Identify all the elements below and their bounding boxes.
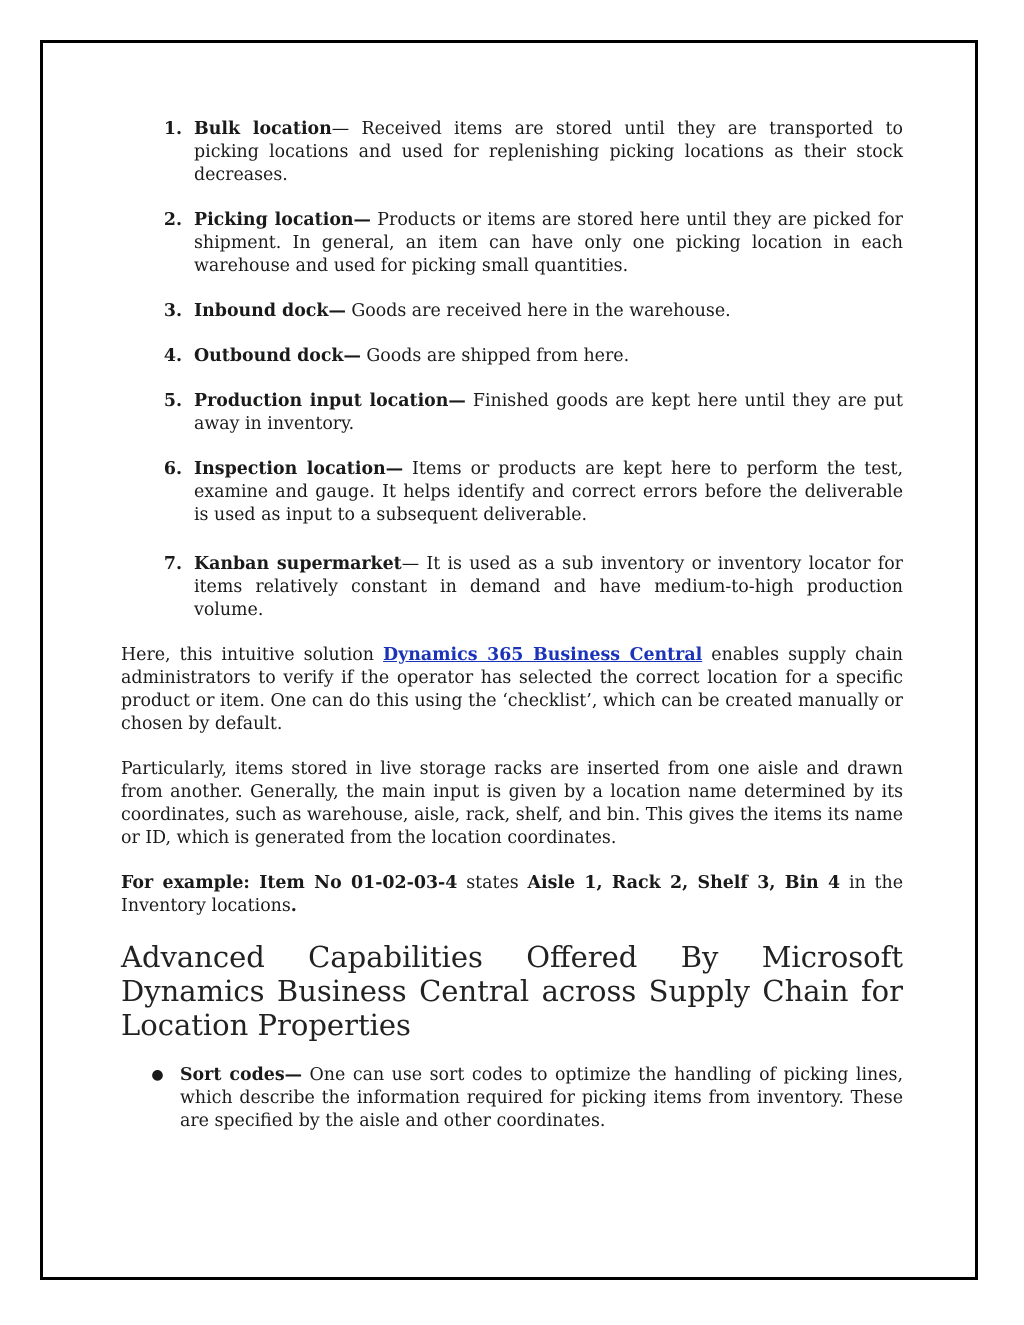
list-term: Inspection location— — [194, 459, 404, 479]
para-text: , — [682, 873, 698, 893]
document-body — [121, 118, 903, 1133]
list-item — [121, 300, 903, 323]
example-label: For example: Item No 01-02-03-4 — [121, 873, 458, 893]
list-number: 4. — [163, 346, 182, 366]
list-text: Received items are stored until they are transported to picking locations and used for replenishing picking locations as their stock decreases. — [194, 119, 903, 185]
list-item — [121, 553, 903, 622]
para-text: states — [457, 873, 528, 893]
list-text: Items or products are kept here to perform the test, examine and gauge. It helps identify and correct errors before the deliverable is used as input to a subsequent deliverable. — [194, 459, 903, 525]
section-heading: Advanced Capabilities Offered By Microsoft Dynamics Business Central across Supply Chain for Location Properties — [121, 940, 903, 1042]
list-number: 7. — [163, 554, 182, 574]
list-term: Inbound dock— — [194, 301, 346, 321]
list-item — [121, 209, 903, 278]
list-dash: — — [331, 119, 350, 139]
list-term: Production input location— — [194, 391, 466, 411]
shelf-label: Shelf 3 — [697, 873, 770, 893]
para-text: . — [290, 896, 297, 916]
rack-label: Rack 2 — [611, 873, 683, 893]
list-term: Kanban supermarket — [194, 554, 402, 574]
paragraph-storage-racks: Particularly, items stored in live storage racks are inserted from one aisle and drawn from another. Generally, the main input is given by a location name determined by its coordinates, such as warehouse, aisle, rack, shelf, and bin. This gives the items its name or ID, which is generated from the location coordinates. — [121, 759, 903, 848]
list-number: 1. — [163, 119, 182, 139]
para-text: , — [596, 873, 612, 893]
bullet-icon: ● — [151, 1067, 164, 1083]
location-types-list — [121, 118, 903, 622]
para-text: Here, this intuitive solution — [121, 645, 384, 665]
list-item — [121, 1064, 903, 1133]
list-term: Sort codes— — [180, 1065, 303, 1085]
aisle-label: Aisle 1 — [527, 873, 597, 893]
bin-label: Bin 4 — [784, 873, 841, 893]
dynamics-365-link[interactable]: Dynamics 365 Business Central — [383, 645, 703, 665]
para-text: enables supply chain administrators to verify if the operator has selected the correct location for a specific product or item. One can do this using the ‘checklist’, which can be created manually or chosen by default. — [121, 645, 904, 734]
list-item — [121, 118, 903, 187]
list-dash: — — [401, 554, 420, 574]
list-text: Finished goods are kept here until they are put away in inventory. — [194, 391, 903, 434]
list-text: Goods are received here in the warehouse. — [345, 301, 731, 321]
list-item — [121, 390, 903, 436]
list-item — [121, 345, 903, 368]
list-term: Picking location— — [194, 210, 371, 230]
list-term: Outbound dock— — [194, 346, 361, 366]
para-text: in the Inventory locations — [121, 873, 904, 916]
paragraph-example — [121, 872, 903, 918]
list-text: It is used as a sub inventory or inventory locator for items relatively constant in demand and have medium-to-high production volume. — [194, 554, 903, 620]
list-number: 3. — [163, 301, 182, 321]
capabilities-list — [121, 1064, 903, 1133]
list-text: Goods are shipped from here. — [360, 346, 630, 366]
list-number: 2. — [163, 210, 182, 230]
list-item — [121, 458, 903, 527]
list-term: Bulk location — [194, 119, 332, 139]
list-number: 6. — [163, 459, 182, 479]
list-text: One can use sort codes to optimize the handling of picking lines, which describe the information required for picking items from inventory. These are specified by the aisle and other coordinates. — [180, 1065, 903, 1131]
list-number: 5. — [163, 391, 182, 411]
para-text: , — [769, 873, 785, 893]
paragraph-dynamics-intro — [121, 644, 903, 736]
list-text: Products or items are stored here until they are picked for shipment. In general, an item can have only one picking location in each warehouse and used for picking small quantities. — [194, 210, 903, 276]
